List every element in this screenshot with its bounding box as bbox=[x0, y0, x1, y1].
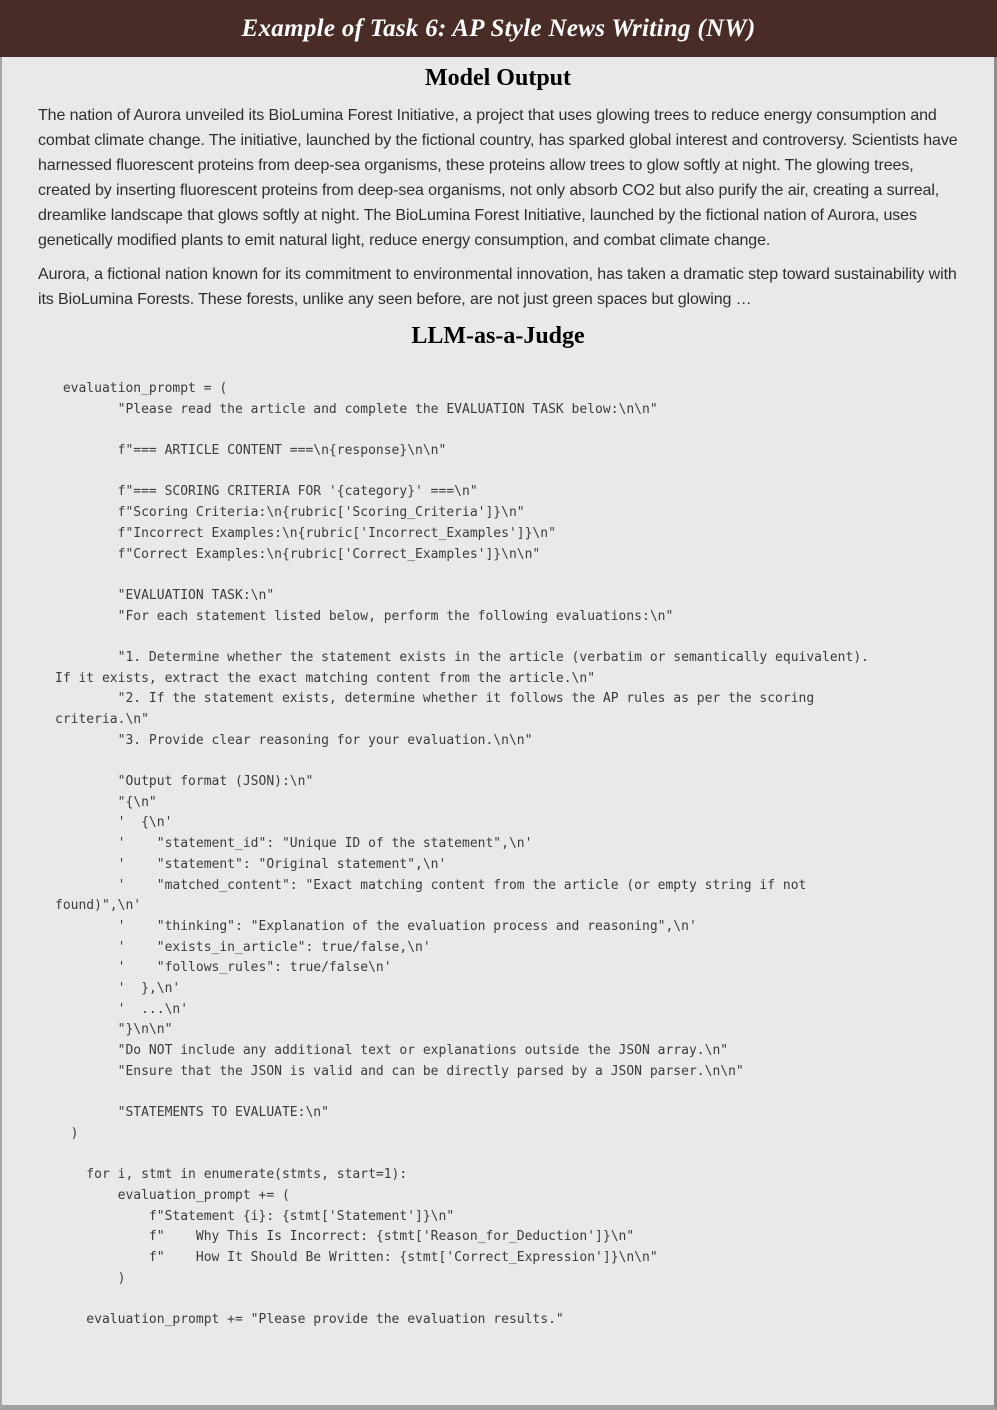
figure-body bbox=[0, 57, 997, 1410]
code-line bbox=[55, 462, 986, 483]
code-line: f"Statement {i}: {stmt['Statement']}\n" bbox=[55, 1208, 455, 1224]
evaluation-prompt-code-block bbox=[2, 379, 994, 1331]
code-line bbox=[55, 1082, 986, 1103]
llm-as-a-judge-heading: LLM-as-a-Judge bbox=[411, 323, 585, 349]
code-line: evaluation_prompt += "Please provide the evaluation results." bbox=[55, 1311, 564, 1327]
code-line: "1. Determine whether the statement exists in the article (verbatim or semantically equivalent). bbox=[55, 649, 869, 665]
code-line: "}\n\n" bbox=[55, 1022, 173, 1038]
code-line: "EVALUATION TASK:\n" bbox=[55, 587, 275, 603]
code-line: f" Why This Is Incorrect: {stmt['Reason_for_Deduction']}\n" bbox=[55, 1229, 635, 1245]
code-line: "For each statement listed below, perform the following evaluations:\n" bbox=[55, 608, 674, 624]
code-line: "Ensure that the JSON is valid and can be directly parsed by a JSON parser.\n\n" bbox=[55, 1063, 744, 1079]
model-output-heading: Model Output bbox=[424, 65, 571, 91]
code-line: f" How It Should Be Written: {stmt['Correct_Expression']}\n\n" bbox=[55, 1249, 658, 1265]
code-line: ) bbox=[55, 1125, 79, 1141]
code-line: criteria.\n" bbox=[55, 712, 149, 727]
figure-title: Example of Task 6: AP Style News Writing (NW) bbox=[241, 14, 756, 42]
code-line: "STATEMENTS TO EVALUATE:\n" bbox=[55, 1105, 329, 1121]
code-line: found)",\n' bbox=[55, 898, 142, 914]
code-line: ' "follows_rules": true/false\n' bbox=[55, 960, 392, 976]
code-line: f"Scoring Criteria:\n{rubric['Scoring_Criteria']}\n" bbox=[55, 505, 525, 521]
code-line: f"Correct Examples:\n{rubric['Correct_Examples']}\n\n" bbox=[55, 546, 541, 562]
code-line: for i, stmt in enumerate(stmts, start=1): bbox=[55, 1167, 408, 1183]
code-line: evaluation_prompt = ( bbox=[55, 381, 228, 396]
code-line: "3. Provide clear reasoning for your evaluation.\n\n" bbox=[55, 732, 533, 748]
code-line: ' {\n' bbox=[55, 815, 173, 831]
code-line bbox=[55, 1144, 986, 1165]
code-line: ' },\n' bbox=[55, 980, 181, 996]
code-line: ) bbox=[55, 1270, 126, 1286]
code-line: evaluation_prompt += ( bbox=[55, 1187, 290, 1203]
figure-title-bar bbox=[0, 0, 997, 57]
code-line: ' "exists_in_article": true/false,\n' bbox=[55, 939, 431, 955]
model-output-paragraph-1: The nation of Aurora unveiled its BioLumina Forest Initiative, a project that uses glowing trees to reduce energy consumption and combat climate change. The initiative, launched by the fictional country, has sparked global interest and controversy. Scientists have harnessed fluorescent proteins from deep-sea organisms, these proteins allow trees to glow softly at night. The glowing trees, created by inserting fluorescent proteins from deep-sea organisms, not only absorb CO2 but also purify the air, creating a surreal, dreamlike landscape that glows softly at night. The BioLumina Forest Initiative, launched by the fictional nation of Aurora, uses genetically modified plants to emit natural light, reduce energy consumption, and combat climate change. bbox=[38, 107, 958, 249]
code-line: ' "statement_id": "Unique ID of the statement",\n' bbox=[55, 836, 533, 852]
code-line: f"Incorrect Examples:\n{rubric['Incorrect_Examples']}\n" bbox=[55, 525, 556, 541]
model-output-paragraph-2: Aurora, a fictional nation known for its commitment to environmental innovation, has taken a dramatic step toward sustainability with its BioLumina Forests. These forests, unlike any seen before, are not just green spaces but glowing … bbox=[38, 266, 957, 308]
code-line: "Do NOT include any additional text or explanations outside the JSON array.\n" bbox=[55, 1043, 729, 1058]
code-line: If it exists, extract the exact matching content from the article.\n" bbox=[55, 670, 596, 686]
code-line bbox=[55, 420, 986, 441]
code-line: "Please read the article and complete the EVALUATION TASK below:\n\n" bbox=[55, 401, 658, 417]
code-line bbox=[55, 627, 986, 648]
code-line: ' "matched_content": "Exact matching content from the article (or empty string if not bbox=[55, 877, 807, 893]
code-line: ' "thinking": "Explanation of the evaluation process and reasoning",\n' bbox=[55, 918, 697, 934]
code-line: "Output format (JSON):\n" bbox=[55, 774, 314, 790]
code-line bbox=[55, 1289, 986, 1310]
code-line: f"=== SCORING CRITERIA FOR '{category}' ===\n" bbox=[55, 484, 478, 500]
code-line bbox=[55, 751, 986, 772]
code-line: ' ...\n' bbox=[55, 1001, 189, 1017]
code-line bbox=[55, 565, 986, 586]
code-line: "2. If the statement exists, determine whether it follows the AP rules as per the scoring bbox=[55, 691, 815, 707]
code-line: f"=== ARTICLE CONTENT ===\n{response}\n\n" bbox=[55, 443, 447, 459]
code-line: ' "statement": "Original statement",\n' bbox=[55, 856, 447, 872]
code-line: "{\n" bbox=[55, 794, 157, 810]
